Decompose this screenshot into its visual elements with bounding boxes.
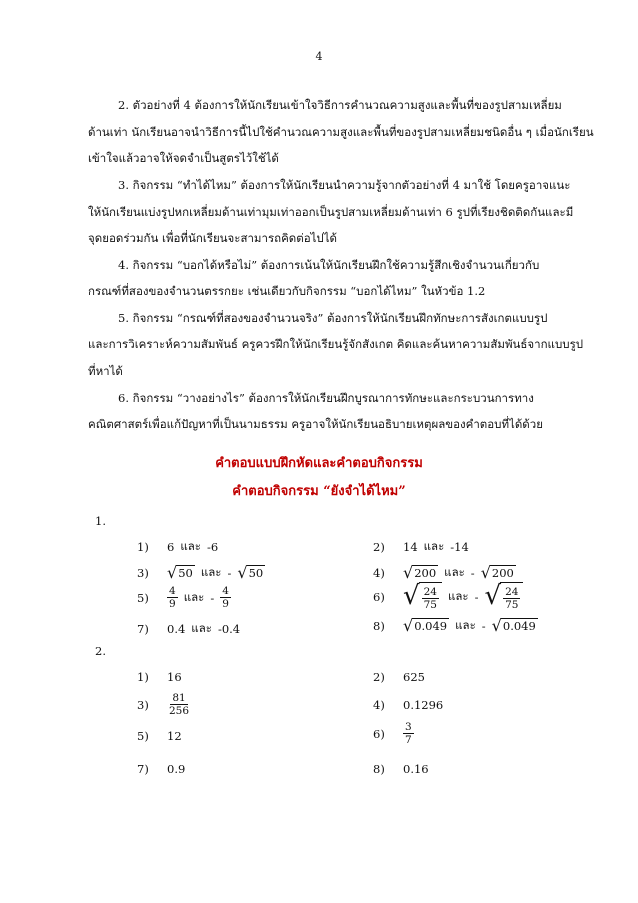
fraction: $\frac{4}{9}$ bbox=[169, 585, 176, 610]
question-2-label: 2. bbox=[95, 644, 106, 658]
page-number: 4 bbox=[315, 50, 323, 63]
radical: √ 50 bbox=[167, 563, 193, 582]
paragraph-line: 3. กิจกรรม “ทำได้ไหม” ต้องการให้นักเรียนนำความรู้จากตัวอย่างที่ 4 มาใช้ โดยครูอาจแนะ bbox=[118, 178, 571, 192]
paragraph-line: ที่หาได้ bbox=[88, 364, 123, 378]
answer-1-5: 5) $\frac{4}{9}$ และ - $\frac{4}{9}$ bbox=[137, 585, 229, 610]
answer-2-3: 3) $\frac{81}{256}$ bbox=[137, 692, 190, 717]
heading-answers: คำตอบแบบฝึกหัดและคำตอบกิจกรรม bbox=[215, 456, 423, 471]
answer-2-1: 1) 16 bbox=[137, 670, 182, 684]
paragraph-line: คณิตศาสตร์เพื่อแก้ปัญหาที่เป็นนามธรรม ครูอาจให้นักเรียนอธิบายเหตุผลของคำตอบที่ได้ด้วย bbox=[88, 417, 543, 431]
paragraph-line: ให้นักเรียนแบ่งรูปหกเหลี่ยมด้านเท่ามุมเท่าออกเป็นรูปสามเหลี่ยมด้านเท่า 6 รูปที่เรียงชิดติดกันและมี bbox=[88, 205, 574, 219]
radical: √ 0.049 bbox=[491, 616, 536, 635]
answer-1-3: 3) √ 50 และ - √ 50 bbox=[137, 563, 264, 582]
paragraph-line: และการวิเคราะห์ความสัมพันธ์ ครูควรฝึกให้นักเรียนรู้จักสังเกต คิดและค้นหาความสัมพันธ์จากแบบรูป bbox=[88, 337, 584, 351]
answer-1-4: 4) √ 200 และ - √ 200 bbox=[373, 563, 514, 582]
fraction: $\frac{81}{256}$ bbox=[169, 692, 190, 717]
paragraph-line: 6. กิจกรรม “วางอย่างไร” ต้องการให้นักเรียนฝึกบูรณาการทักษะและกระบวนการทาง bbox=[118, 391, 534, 405]
paragraph-line: 4. กิจกรรม “บอกได้หรือไม่” ต้องการเน้นให้นักเรียนฝึกใช้ความรู้สึกเชิงจำนวนเกี่ยวกับ bbox=[118, 258, 540, 272]
answer-1-2: 2) 14 และ -14 bbox=[373, 539, 469, 554]
paragraph-line: ด้านเท่า นักเรียนอาจนำวิธีการนี้ไปใช้คำนวณความสูงและพื้นที่ของรูปสามเหลี่ยมชนิดอื่น ๆ เมื่อนักเรียน bbox=[88, 125, 594, 139]
paragraph-line: 2. ตัวอย่างที่ 4 ต้องการให้นักเรียนเข้าใจวิธีการคำนวณความสูงและพื้นที่ของรูปสามเหลี่ยม bbox=[118, 98, 562, 112]
answer-1-1: 1) 6 และ -6 bbox=[137, 539, 219, 554]
answer-1-7: 7) 0.4 และ -0.4 bbox=[137, 621, 241, 636]
radical: √ 0.049 bbox=[403, 616, 448, 635]
answer-2-7: 7) 0.9 bbox=[137, 762, 186, 776]
heading-activity: คำตอบกิจกรรม “ยังจำได้ไหม” bbox=[232, 484, 406, 499]
paragraph-line: จุดยอดร่วมกัน เพื่อที่นักเรียนจะสามารถคิดต่อไปได้ bbox=[88, 231, 337, 245]
radical: √ 50 bbox=[237, 563, 264, 582]
question-1-label: 1. bbox=[95, 514, 106, 528]
radical: √ 200 bbox=[480, 563, 514, 582]
radical-fraction: √ $\frac{24}{75}$ bbox=[403, 582, 442, 612]
answer-2-6: 6) $\frac{3}{7}$ bbox=[373, 721, 412, 746]
answer-2-4: 4) 0.1296 bbox=[373, 698, 444, 712]
answer-2-8: 8) 0.16 bbox=[373, 762, 429, 776]
radical: √ 200 bbox=[403, 563, 437, 582]
answer-2-2: 2) 625 bbox=[373, 670, 425, 684]
answer-1-6: 6) √ $\frac{24}{75}$ และ - √ $\frac{24}{75}$ bbox=[373, 582, 523, 612]
fraction: $\frac{4}{9}$ bbox=[222, 585, 229, 610]
radical-fraction: √ $\frac{24}{75}$ bbox=[484, 582, 523, 612]
answer-2-5: 5) 12 bbox=[137, 729, 182, 743]
paragraph-line: 5. กิจกรรม “กรณฑ์ที่สองของจำนวนจริง” ต้องการให้นักเรียนฝึกทักษะการสังเกตแบบรูป bbox=[118, 311, 548, 325]
answer-1-8: 8) √ 0.049 และ - √ 0.049 bbox=[373, 616, 536, 635]
paragraph-line: กรณฑ์ที่สองของจำนวนตรรกยะ เช่นเดียวกับกิจกรรม “บอกได้ไหม” ในหัวข้อ 1.2 bbox=[88, 284, 486, 298]
fraction: $\frac{3}{7}$ bbox=[405, 721, 412, 746]
paragraph-line: เข้าใจแล้วอาจให้จดจำเป็นสูตรไว้ใช้ได้ bbox=[88, 151, 279, 165]
